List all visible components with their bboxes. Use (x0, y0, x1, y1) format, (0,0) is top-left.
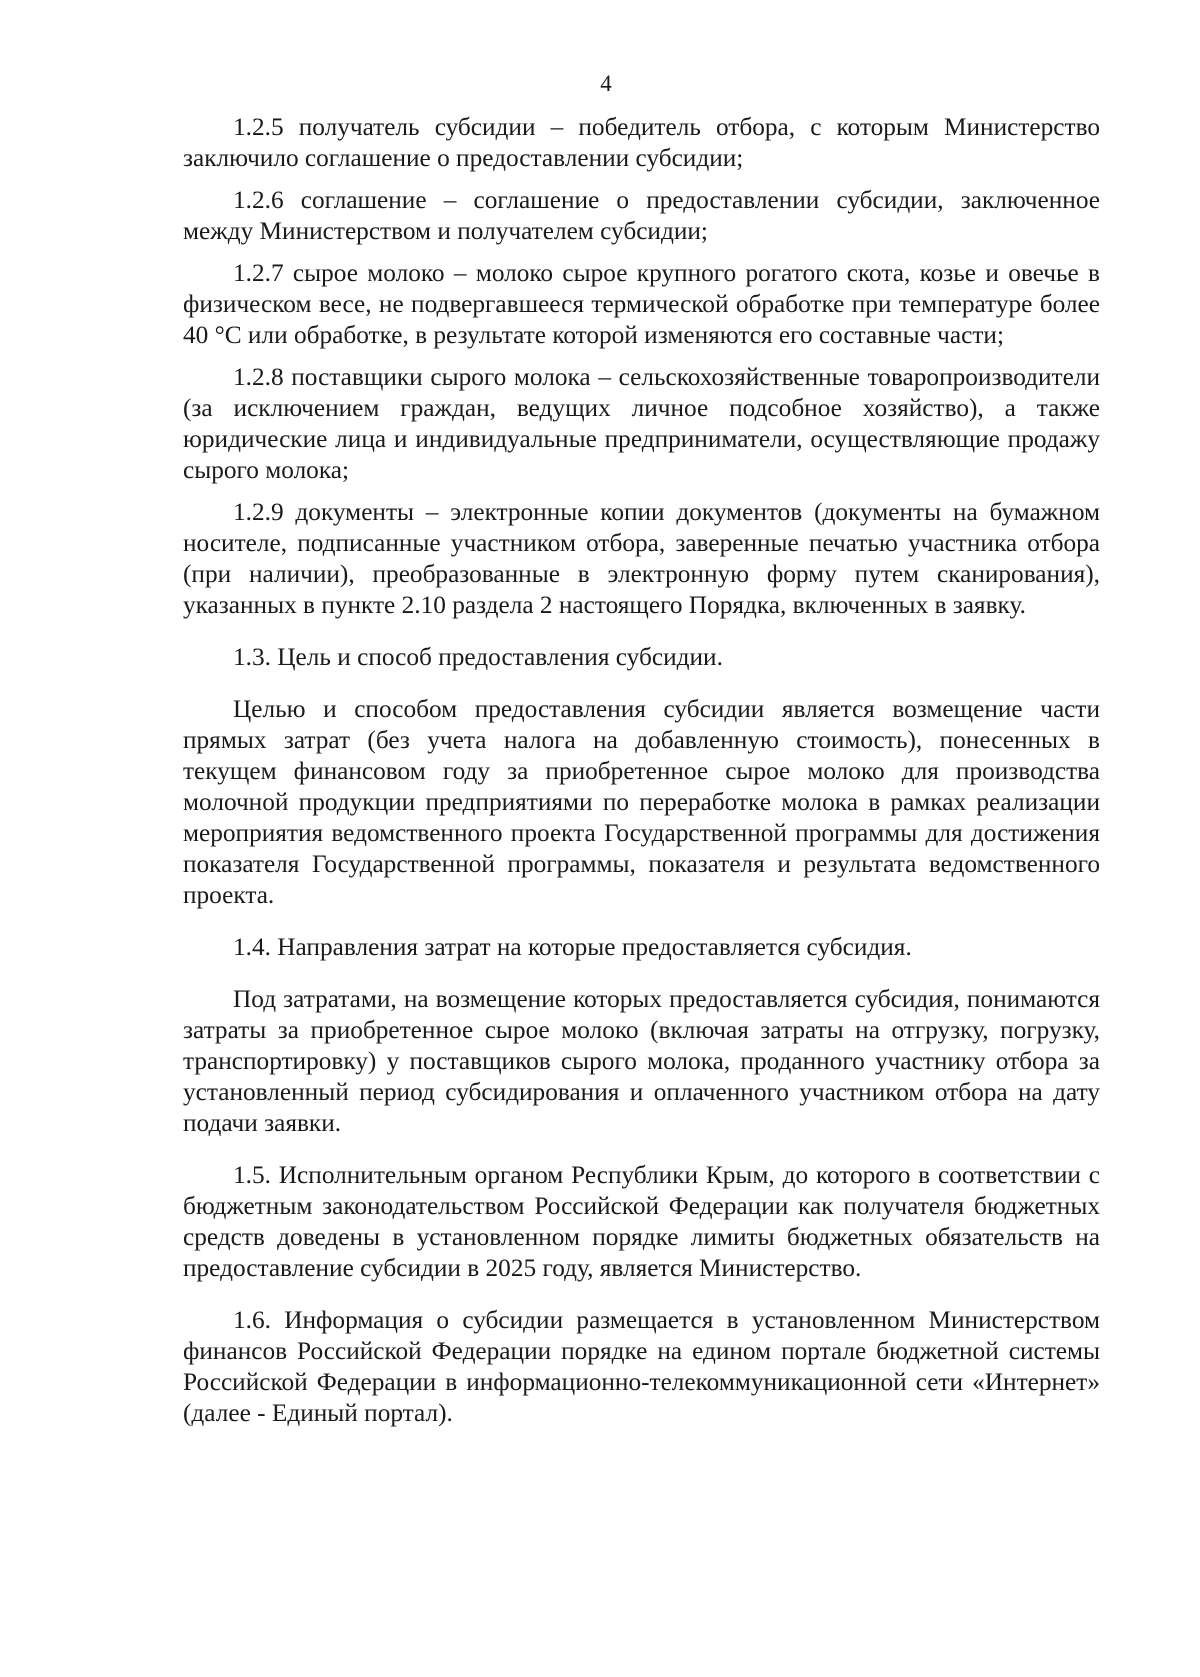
paragraph-1-6: 1.6. Информация о субсидии размещается в установленном Министерством финансов Российской Федерации порядке на едином портале бюджетной системы Российской Федерации в информационно-телекоммуникационной сети «Интернет» (далее - Единый портал). (183, 1306, 1100, 1427)
section-heading-1-4: 1.4. Направления затрат на которые предоставляется субсидия. (233, 933, 912, 961)
paragraph-1-2-7: 1.2.7 сырое молоко – молоко сырое крупного рогатого скота, козье и овечье в физическом весе, не подвергавшееся термической обработке при температуре более 40 °С или обработке, в результате которой изменяются его составные части; (183, 259, 1100, 349)
paragraph-1-2-6: 1.2.6 соглашение – соглашение о предоставлении субсидии, заключенное между Министерством и получателем субсидии; (183, 186, 1100, 245)
paragraph-1-2-8: 1.2.8 поставщики сырого молока – сельскохозяйственные товаропроизводители (за исключением граждан, ведущих личное подсобное хозяйство), а также юридические лица и индивидуальные предприниматели, осуществляющие продажу сырого молока; (183, 363, 1100, 484)
paragraph-1-4-body: Под затратами, на возмещение которых предоставляется субсидия, понимаются затраты за приобретенное сырое молоко (включая затраты на отгрузку, погрузку, транспортировку) у поставщиков сырого молока, проданного участнику отбора за установленный период субсидирования и оплаченного участником отбора на дату подачи заявки. (183, 985, 1100, 1137)
paragraph-1-5: 1.5. Исполнительным органом Республики Крым, до которого в соответствии с бюджетным законодательством Российской Федерации как получателя бюджетных средств доведены в установленном порядке лимиты бюджетных обязательств на предоставление субсидии в 2025 году, является Министерство. (183, 1161, 1100, 1282)
page-number: 4 (600, 71, 612, 96)
section-heading-1-3: 1.3. Цель и способ предоставления субсидии. (233, 643, 723, 671)
paragraph-1-3-body: Целью и способом предоставления субсидии является возмещение части прямых затрат (без учета налога на добавленную стоимость), понесенных в текущем финансовом году за приобретенное сырое молоко для производства молочной продукции предприятиями по переработке молока в рамках реализации мероприятия ведомственного проекта Государственной программы для достижения показателя Государственной программы, показателя и результата ведомственного проекта. (183, 695, 1100, 909)
paragraph-1-2-9: 1.2.9 документы – электронные копии документов (документы на бумажном носителе, подписанные участником отбора, заверенные печатью участника отбора (при наличии), преобразованные в электронную форму путем сканирования), указанных в пункте 2.10 раздела 2 настоящего Порядка, включенных в заявку. (183, 498, 1100, 619)
paragraph-1-2-5: 1.2.5 получатель субсидии – победитель отбора, с которым Министерство заключило соглашение о предоставлении субсидии; (183, 113, 1100, 172)
document-body (183, 112, 1100, 1440)
